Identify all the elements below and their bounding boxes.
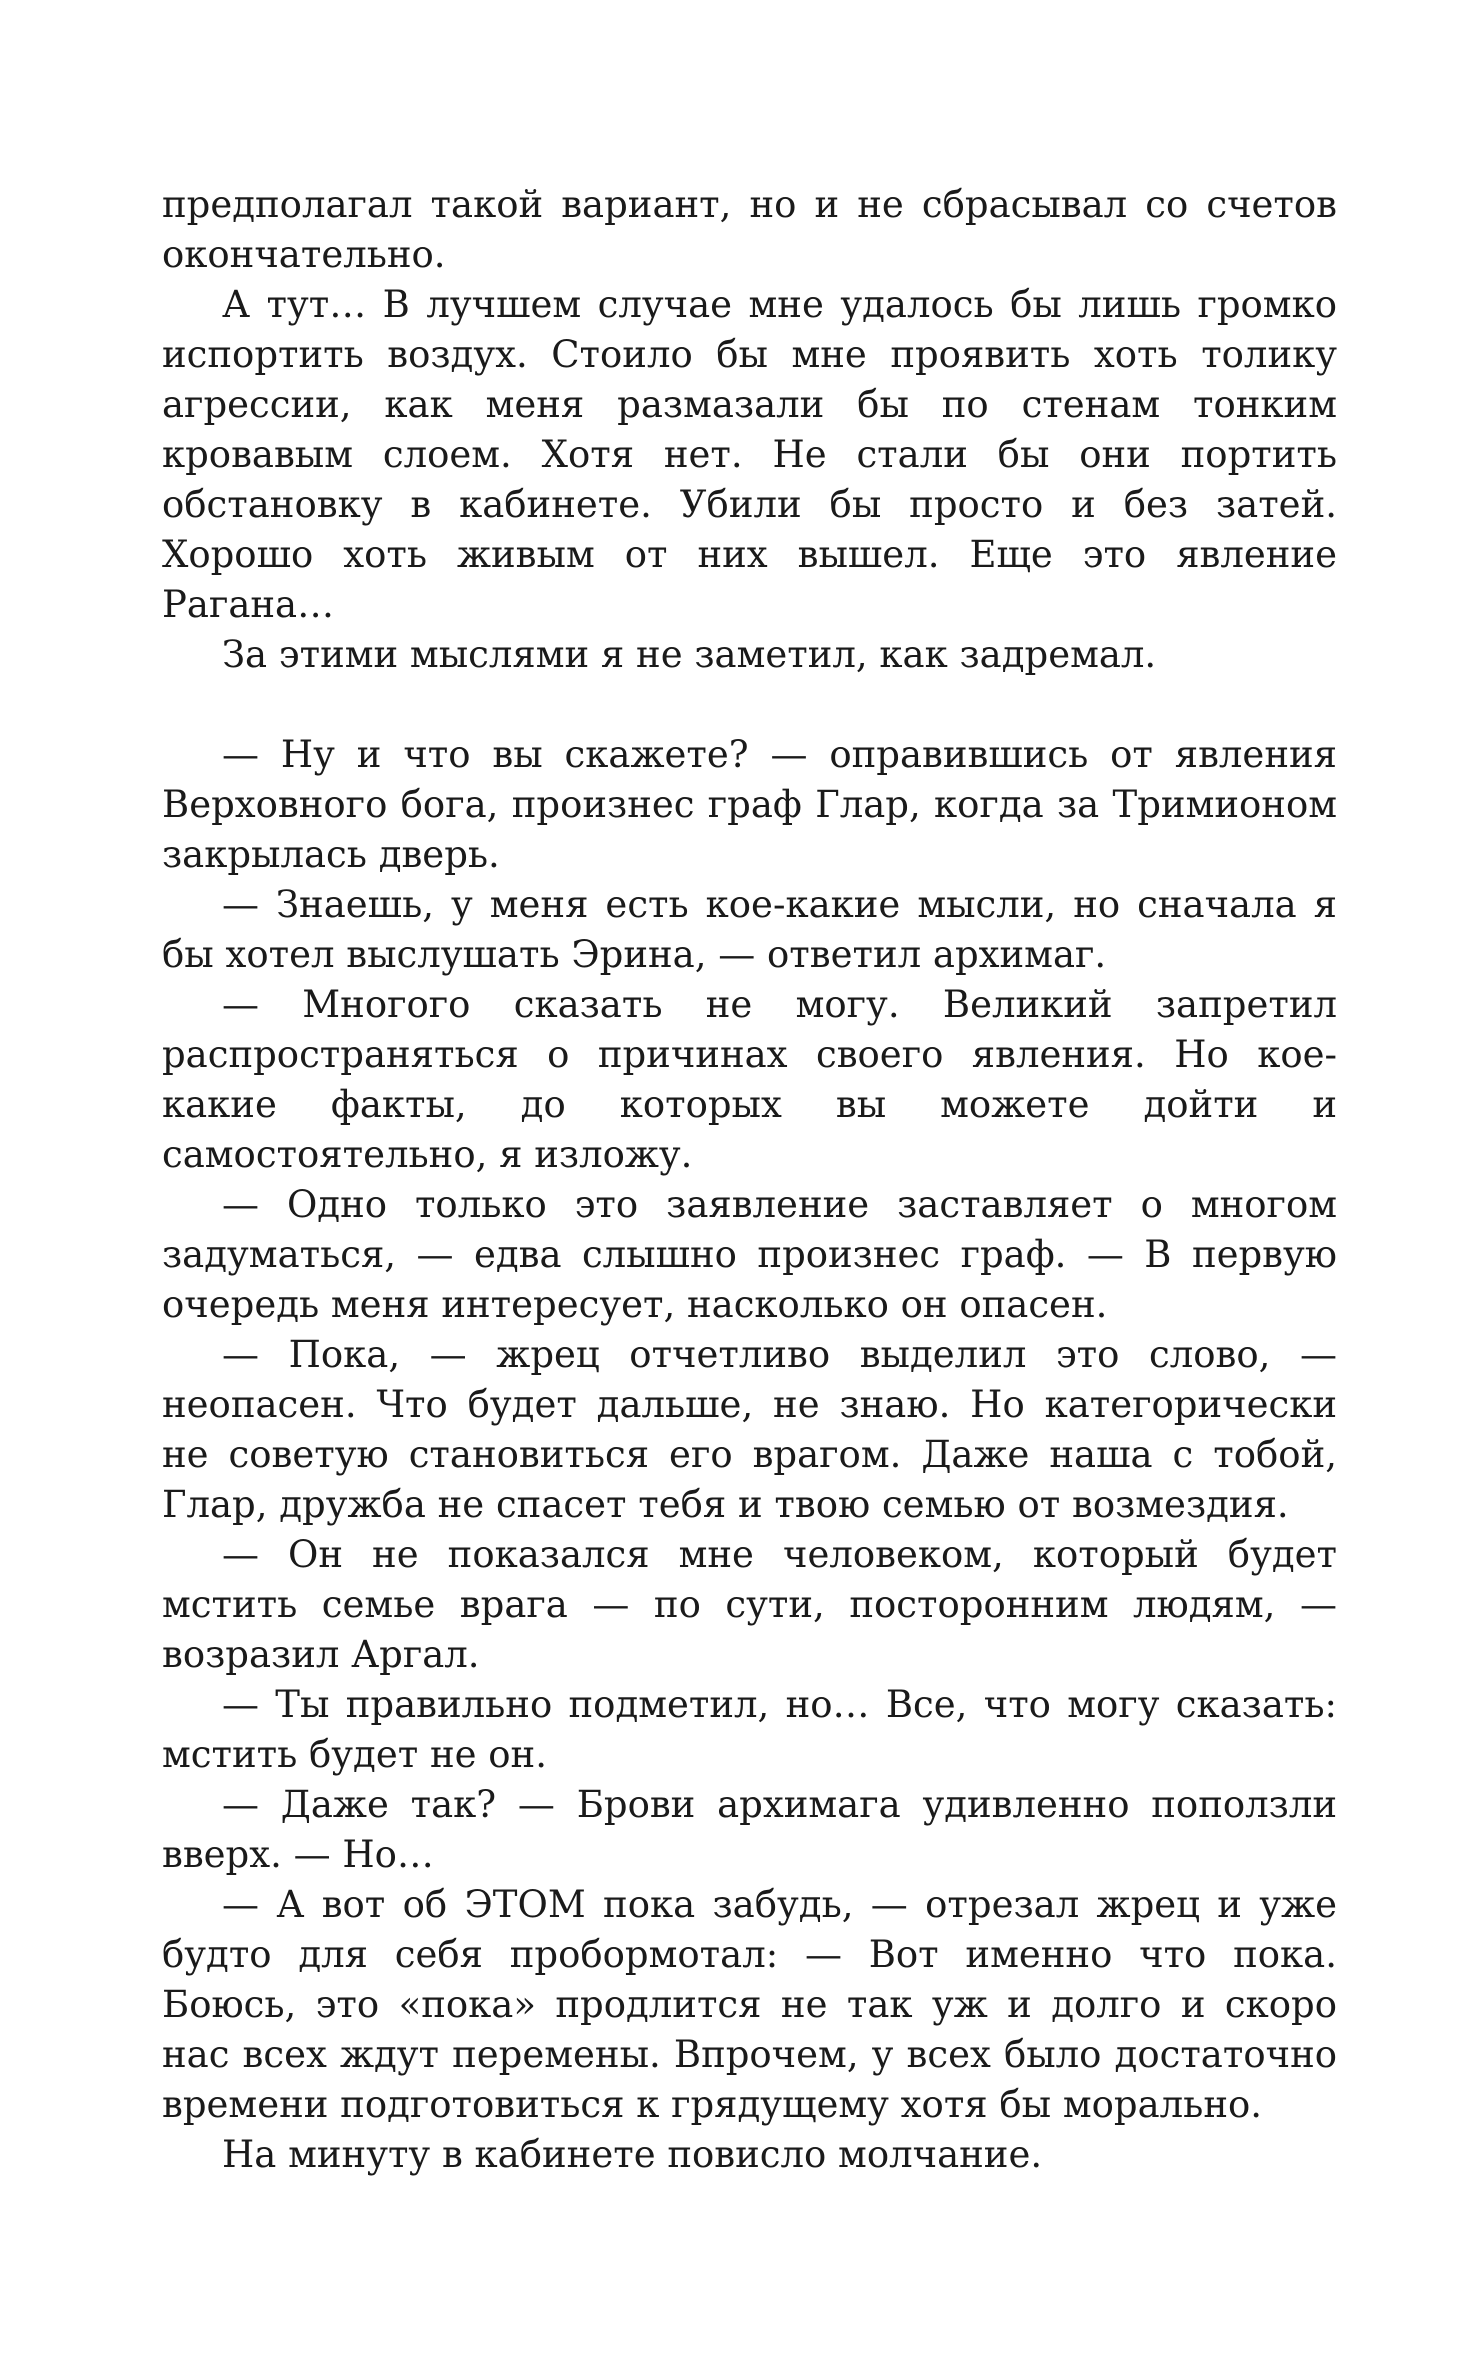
dialogue-paragraph: — А вот об ЭТОМ пока забудь, — отрезал жрец и уже будто для себя пробормотал: — Вот именно что пока. Боюсь, это «пока» продлится не так уж и долго и скоро нас всех ждут перемены. Впрочем, у всех было достаточно времени подготовиться к грядущему хотя бы морально. — [162, 1883, 1337, 2126]
dialogue-paragraph: — Знаешь, у меня есть кое-какие мысли, но сначала я бы хотел выслушать Эрина, — ответил архимаг. — [162, 883, 1337, 976]
paragraph: предполагал такой вариант, но и не сбрасывал со счетов окончательно. — [162, 183, 1337, 276]
dialogue-paragraph: — Одно только это заявление заставляет о многом задуматься, — едва слышно произнес граф. — В первую очередь меня интересует, насколько он опасен. — [162, 1183, 1337, 1326]
paragraph: А тут… В лучшем случае мне удалось бы лишь громко испортить воздух. Стоило бы мне проявить хоть толику агрессии, как меня размазали бы по стенам тонким кровавым слоем. Хотя нет. Не стали бы они портить обстановку в кабинете. Убили бы просто и без затей. Хорошо хоть живым от них вышел. Еще это явление Рагана… — [162, 283, 1337, 626]
dialogue-paragraph: — Он не показался мне человеком, который будет мстить семье врага — по сути, посторонним людям, — возразил Аргал. — [162, 1533, 1337, 1676]
section-break — [162, 680, 1337, 730]
dialogue-paragraph: — Даже так? — Брови архимага удивленно поползли вверх. — Но… — [162, 1783, 1337, 1876]
dialogue-paragraph: — Многого сказать не могу. Великий запретил распространяться о причинах своего явления. Но кое-какие факты, до которых вы можете дойти и самостоятельно, я изложу. — [162, 983, 1337, 1176]
paragraph: За этими мыслями я не заметил, как задремал. — [222, 633, 1157, 676]
book-page — [162, 180, 1337, 2180]
paragraph: На минуту в кабинете повисло молчание. — [222, 2133, 1043, 2176]
dialogue-paragraph: — Ты правильно подметил, но… Все, что могу сказать: мстить будет не он. — [162, 1683, 1337, 1776]
dialogue-paragraph: — Пока, — жрец отчетливо выделил это слово, — неопасен. Что будет дальше, не знаю. Но категорически не советую становиться его врагом. Даже наша с тобой, Глар, дружба не спасет тебя и твою семью от возмездия. — [162, 1333, 1337, 1526]
dialogue-paragraph: — Ну и что вы скажете? — оправившись от явления Верховного бога, произнес граф Глар, когда за Тримионом закрылась дверь. — [162, 733, 1337, 876]
